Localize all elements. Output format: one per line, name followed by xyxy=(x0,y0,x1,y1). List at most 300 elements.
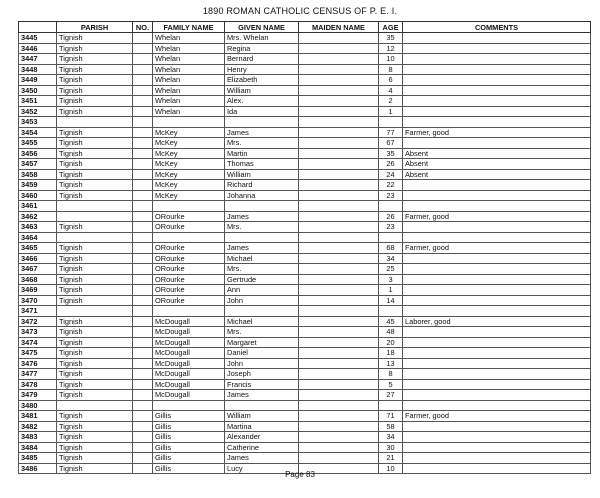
given-name-cell: Mrs. xyxy=(225,138,299,149)
comments-cell xyxy=(403,432,591,443)
family-name-cell: ORourke xyxy=(153,285,225,296)
comments-cell: Farmer, good xyxy=(403,127,591,138)
table-row xyxy=(19,96,591,107)
no-cell xyxy=(133,306,153,317)
family-name-cell: Whelan xyxy=(153,33,225,44)
parish-cell: Tignish xyxy=(57,337,133,348)
comments-cell: Farmer, good xyxy=(403,411,591,422)
no-cell xyxy=(133,411,153,422)
table-row xyxy=(19,85,591,96)
family-name-cell: McDougall xyxy=(153,369,225,380)
age-cell: 20 xyxy=(379,337,403,348)
parish-cell: Tignish xyxy=(57,421,133,432)
census-table xyxy=(18,21,591,474)
no-cell xyxy=(133,295,153,306)
header-rownum xyxy=(19,22,57,33)
age-cell: 6 xyxy=(379,75,403,86)
age-cell: 8 xyxy=(379,64,403,75)
comments-cell xyxy=(403,285,591,296)
page-number: Page 83 xyxy=(285,470,315,479)
age-cell: 5 xyxy=(379,379,403,390)
row-number: 3454 xyxy=(19,127,57,138)
given-name-cell: Mrs. xyxy=(225,327,299,338)
given-name-cell: Bernard xyxy=(225,54,299,65)
family-name-cell: Whelan xyxy=(153,85,225,96)
given-name-cell: James xyxy=(225,390,299,401)
maiden-name-cell xyxy=(299,442,379,453)
table-row xyxy=(19,369,591,380)
table-row xyxy=(19,379,591,390)
row-number: 3475 xyxy=(19,348,57,359)
parish-cell xyxy=(57,117,133,128)
age-cell: 25 xyxy=(379,264,403,275)
family-name-cell: McDougall xyxy=(153,316,225,327)
no-cell xyxy=(133,453,153,464)
no-cell xyxy=(133,211,153,222)
given-name-cell: Mrs. xyxy=(225,264,299,275)
age-cell xyxy=(379,201,403,212)
table-row xyxy=(19,306,591,317)
family-name-cell: Whelan xyxy=(153,64,225,75)
maiden-name-cell xyxy=(299,400,379,411)
comments-cell: Farmer, good xyxy=(403,211,591,222)
parish-cell: Tignish xyxy=(57,411,133,422)
given-name-cell xyxy=(225,400,299,411)
maiden-name-cell xyxy=(299,411,379,422)
comments-cell: Absent xyxy=(403,159,591,170)
no-cell xyxy=(133,358,153,369)
comments-cell xyxy=(403,96,591,107)
comments-cell xyxy=(403,138,591,149)
table-row xyxy=(19,138,591,149)
family-name-cell: McKey xyxy=(153,180,225,191)
no-cell xyxy=(133,421,153,432)
table-row xyxy=(19,75,591,86)
family-name-cell: Whelan xyxy=(153,54,225,65)
maiden-name-cell xyxy=(299,316,379,327)
family-name-cell: Whelan xyxy=(153,43,225,54)
row-number: 3459 xyxy=(19,180,57,191)
no-cell xyxy=(133,243,153,254)
no-cell xyxy=(133,390,153,401)
age-cell: 18 xyxy=(379,348,403,359)
table-row xyxy=(19,43,591,54)
no-cell xyxy=(133,232,153,243)
maiden-name-cell xyxy=(299,169,379,180)
family-name-cell: McDougall xyxy=(153,337,225,348)
row-number: 3456 xyxy=(19,148,57,159)
comments-cell xyxy=(403,400,591,411)
comments-cell xyxy=(403,379,591,390)
row-number: 3484 xyxy=(19,442,57,453)
comments-cell xyxy=(403,75,591,86)
comments-cell xyxy=(403,33,591,44)
given-name-cell: Ida xyxy=(225,106,299,117)
comments-cell xyxy=(403,327,591,338)
age-cell: 3 xyxy=(379,274,403,285)
parish-cell: Tignish xyxy=(57,43,133,54)
family-name-cell xyxy=(153,306,225,317)
comments-cell xyxy=(403,453,591,464)
parish-cell: Tignish xyxy=(57,285,133,296)
parish-cell xyxy=(57,201,133,212)
parish-cell: Tignish xyxy=(57,243,133,254)
row-number: 3485 xyxy=(19,453,57,464)
age-cell: 13 xyxy=(379,358,403,369)
parish-cell: Tignish xyxy=(57,264,133,275)
header-family-name: FAMILY NAME xyxy=(153,22,225,33)
age-cell: 26 xyxy=(379,211,403,222)
no-cell xyxy=(133,285,153,296)
family-name-cell: McDougall xyxy=(153,327,225,338)
age-cell xyxy=(379,400,403,411)
maiden-name-cell xyxy=(299,201,379,212)
no-cell xyxy=(133,348,153,359)
comments-cell: Farmer, good xyxy=(403,243,591,254)
table-row xyxy=(19,127,591,138)
parish-cell: Tignish xyxy=(57,390,133,401)
age-cell: 12 xyxy=(379,43,403,54)
given-name-cell: Daniel xyxy=(225,348,299,359)
row-number: 3469 xyxy=(19,285,57,296)
age-cell: 8 xyxy=(379,369,403,380)
family-name-cell xyxy=(153,201,225,212)
family-name-cell: McDougall xyxy=(153,348,225,359)
given-name-cell: William xyxy=(225,411,299,422)
family-name-cell: Gillis xyxy=(153,442,225,453)
maiden-name-cell xyxy=(299,33,379,44)
age-cell xyxy=(379,306,403,317)
maiden-name-cell xyxy=(299,222,379,233)
parish-cell: Tignish xyxy=(57,159,133,170)
age-cell: 2 xyxy=(379,96,403,107)
header-maiden-name: MAIDEN NAME xyxy=(299,22,379,33)
header-given-name: GIVEN NAME xyxy=(225,22,299,33)
family-name-cell: ORourke xyxy=(153,243,225,254)
row-number: 3447 xyxy=(19,54,57,65)
parish-cell xyxy=(57,400,133,411)
row-number: 3458 xyxy=(19,169,57,180)
age-cell: 10 xyxy=(379,54,403,65)
table-row xyxy=(19,169,591,180)
table-row xyxy=(19,33,591,44)
parish-cell xyxy=(57,232,133,243)
table-row xyxy=(19,390,591,401)
parish-cell: Tignish xyxy=(57,358,133,369)
table-row xyxy=(19,253,591,264)
maiden-name-cell xyxy=(299,190,379,201)
age-cell: 10 xyxy=(379,463,403,474)
table-row xyxy=(19,64,591,75)
age-cell: 22 xyxy=(379,180,403,191)
given-name-cell xyxy=(225,117,299,128)
maiden-name-cell xyxy=(299,106,379,117)
table-row xyxy=(19,411,591,422)
given-name-cell: James xyxy=(225,127,299,138)
row-number: 3481 xyxy=(19,411,57,422)
table-row xyxy=(19,442,591,453)
table-row xyxy=(19,106,591,117)
no-cell xyxy=(133,316,153,327)
no-cell xyxy=(133,400,153,411)
no-cell xyxy=(133,54,153,65)
given-name-cell: John xyxy=(225,295,299,306)
comments-cell: Laborer, good xyxy=(403,316,591,327)
no-cell xyxy=(133,138,153,149)
maiden-name-cell xyxy=(299,390,379,401)
age-cell: 14 xyxy=(379,295,403,306)
no-cell xyxy=(133,169,153,180)
given-name-cell: James xyxy=(225,453,299,464)
given-name-cell: Joseph xyxy=(225,369,299,380)
no-cell xyxy=(133,253,153,264)
maiden-name-cell xyxy=(299,85,379,96)
parish-cell: Tignish xyxy=(57,54,133,65)
row-number: 3473 xyxy=(19,327,57,338)
parish-cell: Tignish xyxy=(57,180,133,191)
family-name-cell: ORourke xyxy=(153,253,225,264)
age-cell: 35 xyxy=(379,33,403,44)
row-number: 3464 xyxy=(19,232,57,243)
given-name-cell: Alex. xyxy=(225,96,299,107)
parish-cell: Tignish xyxy=(57,316,133,327)
age-cell: 26 xyxy=(379,159,403,170)
age-cell xyxy=(379,117,403,128)
table-row xyxy=(19,453,591,464)
family-name-cell: ORourke xyxy=(153,264,225,275)
comments-cell xyxy=(403,64,591,75)
comments-cell xyxy=(403,117,591,128)
maiden-name-cell xyxy=(299,232,379,243)
maiden-name-cell xyxy=(299,211,379,222)
age-cell: 58 xyxy=(379,421,403,432)
no-cell xyxy=(133,327,153,338)
comments-cell: Absent xyxy=(403,169,591,180)
family-name-cell xyxy=(153,400,225,411)
maiden-name-cell xyxy=(299,285,379,296)
age-cell: 27 xyxy=(379,390,403,401)
no-cell xyxy=(133,106,153,117)
comments-cell xyxy=(403,390,591,401)
comments-cell xyxy=(403,358,591,369)
family-name-cell xyxy=(153,117,225,128)
given-name-cell: William xyxy=(225,85,299,96)
row-number: 3460 xyxy=(19,190,57,201)
parish-cell: Tignish xyxy=(57,75,133,86)
age-cell: 23 xyxy=(379,222,403,233)
maiden-name-cell xyxy=(299,43,379,54)
family-name-cell: Gillis xyxy=(153,453,225,464)
family-name-cell: McKey xyxy=(153,190,225,201)
row-number: 3466 xyxy=(19,253,57,264)
row-number: 3486 xyxy=(19,463,57,474)
comments-cell xyxy=(403,421,591,432)
no-cell xyxy=(133,432,153,443)
no-cell xyxy=(133,190,153,201)
row-number: 3448 xyxy=(19,64,57,75)
maiden-name-cell xyxy=(299,295,379,306)
table-row xyxy=(19,400,591,411)
parish-cell: Tignish xyxy=(57,169,133,180)
family-name-cell: Gillis xyxy=(153,432,225,443)
family-name-cell: McKey xyxy=(153,127,225,138)
given-name-cell: Francis xyxy=(225,379,299,390)
header-comments: COMMENTS xyxy=(403,22,591,33)
age-cell: 35 xyxy=(379,148,403,159)
table-row xyxy=(19,159,591,170)
maiden-name-cell xyxy=(299,274,379,285)
comments-cell xyxy=(403,274,591,285)
no-cell xyxy=(133,33,153,44)
maiden-name-cell xyxy=(299,306,379,317)
parish-cell xyxy=(57,211,133,222)
given-name-cell: Lucy xyxy=(225,463,299,474)
parish-cell: Tignish xyxy=(57,64,133,75)
table-row xyxy=(19,316,591,327)
parish-cell: Tignish xyxy=(57,453,133,464)
comments-cell xyxy=(403,253,591,264)
table-row xyxy=(19,180,591,191)
row-number: 3453 xyxy=(19,117,57,128)
table-row xyxy=(19,348,591,359)
age-cell: 23 xyxy=(379,190,403,201)
parish-cell: Tignish xyxy=(57,96,133,107)
family-name-cell: ORourke xyxy=(153,222,225,233)
family-name-cell: ORourke xyxy=(153,274,225,285)
no-cell xyxy=(133,96,153,107)
table-row xyxy=(19,190,591,201)
no-cell xyxy=(133,379,153,390)
parish-cell: Tignish xyxy=(57,106,133,117)
given-name-cell: James xyxy=(225,211,299,222)
comments-cell xyxy=(403,232,591,243)
no-cell xyxy=(133,274,153,285)
age-cell: 4 xyxy=(379,85,403,96)
no-cell xyxy=(133,117,153,128)
age-cell: 68 xyxy=(379,243,403,254)
maiden-name-cell xyxy=(299,159,379,170)
table-row xyxy=(19,421,591,432)
family-name-cell: McKey xyxy=(153,148,225,159)
family-name-cell: ORourke xyxy=(153,211,225,222)
maiden-name-cell xyxy=(299,421,379,432)
parish-cell: Tignish xyxy=(57,190,133,201)
table-row xyxy=(19,211,591,222)
no-cell xyxy=(133,369,153,380)
given-name-cell: Alexander xyxy=(225,432,299,443)
table-row xyxy=(19,274,591,285)
parish-cell: Tignish xyxy=(57,148,133,159)
no-cell xyxy=(133,180,153,191)
parish-cell: Tignish xyxy=(57,253,133,264)
age-cell: 77 xyxy=(379,127,403,138)
family-name-cell: Gillis xyxy=(153,411,225,422)
maiden-name-cell xyxy=(299,96,379,107)
table-body xyxy=(19,33,591,474)
given-name-cell: Michael xyxy=(225,253,299,264)
comments-cell xyxy=(403,264,591,275)
table-row xyxy=(19,117,591,128)
age-cell xyxy=(379,232,403,243)
given-name-cell: Mrs. xyxy=(225,222,299,233)
no-cell xyxy=(133,264,153,275)
table-row xyxy=(19,232,591,243)
parish-cell: Tignish xyxy=(57,379,133,390)
comments-cell xyxy=(403,190,591,201)
comments-cell xyxy=(403,369,591,380)
table-row xyxy=(19,222,591,233)
maiden-name-cell xyxy=(299,54,379,65)
header-row xyxy=(19,22,591,33)
maiden-name-cell xyxy=(299,148,379,159)
age-cell: 21 xyxy=(379,453,403,464)
table-row xyxy=(19,201,591,212)
table-row xyxy=(19,54,591,65)
table-row xyxy=(19,295,591,306)
comments-cell xyxy=(403,201,591,212)
comments-cell xyxy=(403,106,591,117)
family-name-cell xyxy=(153,232,225,243)
age-cell: 34 xyxy=(379,432,403,443)
row-number: 3478 xyxy=(19,379,57,390)
table-row xyxy=(19,327,591,338)
maiden-name-cell xyxy=(299,348,379,359)
given-name-cell: James xyxy=(225,243,299,254)
maiden-name-cell xyxy=(299,253,379,264)
table-row xyxy=(19,358,591,369)
row-number: 3462 xyxy=(19,211,57,222)
comments-cell xyxy=(403,337,591,348)
age-cell: 34 xyxy=(379,253,403,264)
given-name-cell: Catherine xyxy=(225,442,299,453)
maiden-name-cell xyxy=(299,453,379,464)
header-age: AGE xyxy=(379,22,403,33)
comments-cell xyxy=(403,54,591,65)
age-cell: 71 xyxy=(379,411,403,422)
given-name-cell: Ann xyxy=(225,285,299,296)
maiden-name-cell xyxy=(299,117,379,128)
family-name-cell: McDougall xyxy=(153,390,225,401)
given-name-cell: William xyxy=(225,169,299,180)
row-number: 3468 xyxy=(19,274,57,285)
parish-cell: Tignish xyxy=(57,274,133,285)
row-number: 3449 xyxy=(19,75,57,86)
no-cell xyxy=(133,127,153,138)
maiden-name-cell xyxy=(299,180,379,191)
maiden-name-cell xyxy=(299,358,379,369)
family-name-cell: Whelan xyxy=(153,96,225,107)
row-number: 3461 xyxy=(19,201,57,212)
comments-cell xyxy=(403,295,591,306)
header-parish: PARISH xyxy=(57,22,133,33)
given-name-cell: Martin xyxy=(225,148,299,159)
row-number: 3474 xyxy=(19,337,57,348)
given-name-cell: Thomas xyxy=(225,159,299,170)
row-number: 3479 xyxy=(19,390,57,401)
parish-cell: Tignish xyxy=(57,327,133,338)
parish-cell: Tignish xyxy=(57,127,133,138)
comments-cell xyxy=(403,180,591,191)
table-row xyxy=(19,432,591,443)
no-cell xyxy=(133,442,153,453)
comments-cell xyxy=(403,85,591,96)
family-name-cell: McDougall xyxy=(153,358,225,369)
parish-cell: Tignish xyxy=(57,442,133,453)
row-number: 3477 xyxy=(19,369,57,380)
maiden-name-cell xyxy=(299,369,379,380)
row-number: 3472 xyxy=(19,316,57,327)
table-row xyxy=(19,148,591,159)
